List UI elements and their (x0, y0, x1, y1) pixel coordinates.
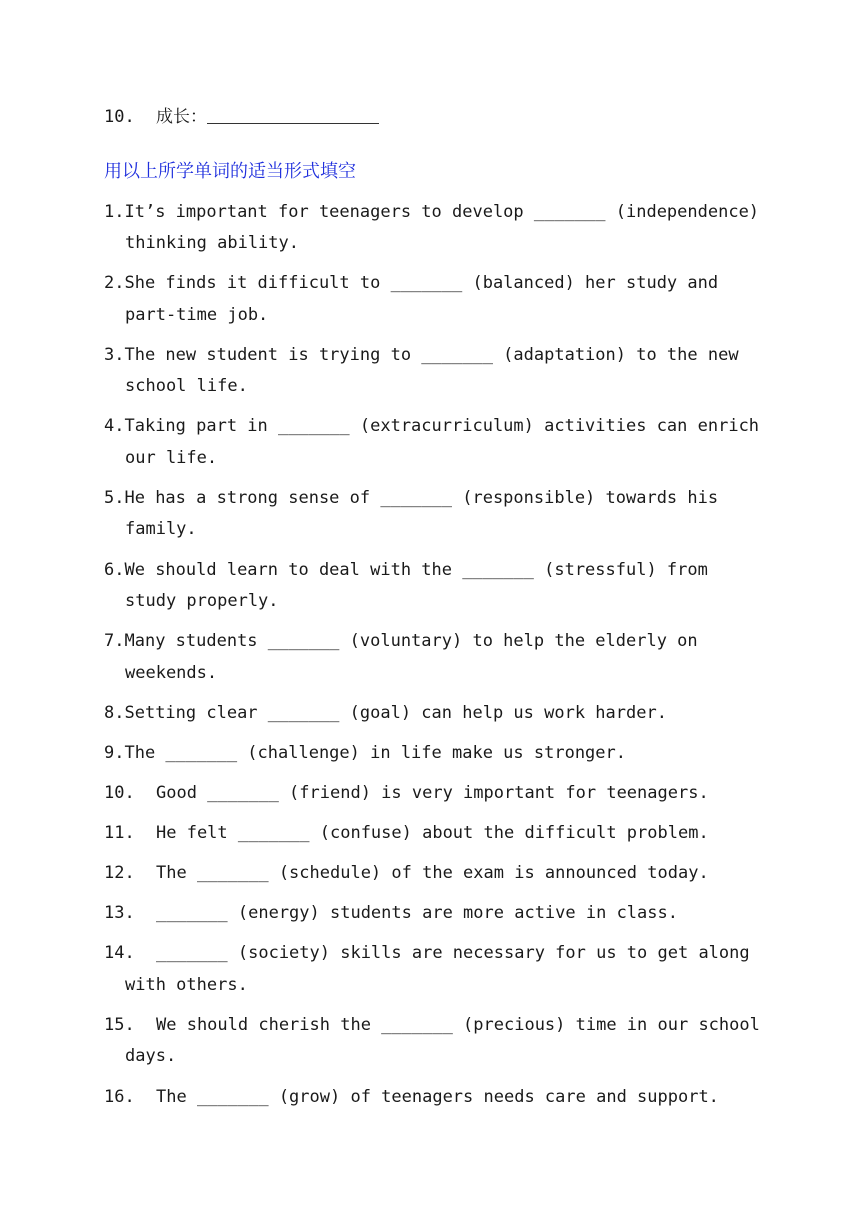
item-number: 8. (104, 703, 125, 723)
item-sentence-continuation: thinking ability. (125, 233, 299, 253)
exercise-item (104, 411, 764, 442)
exercise-item (104, 626, 764, 657)
item-number: 2. (104, 273, 125, 293)
exercise-item (104, 858, 764, 889)
item-sentence: The _______ (grow) of teenagers needs care and support. (156, 1087, 719, 1107)
item-sentence: We should learn to deal with the _______ (stressful) from (124, 560, 708, 580)
item-sentence: He has a strong sense of _______ (responsible) towards his (124, 488, 719, 508)
item-sentence-continuation: with others. (125, 975, 248, 995)
section-title: 用以上所学单词的适当形式填空 (104, 161, 356, 182)
item-sentence: Setting clear _______ (goal) can help us work harder. (124, 703, 667, 723)
exercise-item (104, 778, 764, 809)
item-sentence: Many students _______ (voluntary) to help the elderly on (124, 631, 698, 651)
exercise-item (104, 898, 764, 929)
item-number: 6. (104, 560, 125, 580)
exercise-item (104, 738, 764, 769)
item-number: 12. (104, 863, 135, 883)
exercise-item (104, 340, 764, 371)
exercise-item (104, 268, 764, 299)
item-number: 4. (104, 416, 125, 436)
exercise-item (104, 698, 764, 729)
item-sentence-continuation: days. (125, 1046, 177, 1066)
item-sentence: Taking part in _______ (extracurriculum) activities can enrich (124, 416, 760, 436)
answer-blank (207, 109, 379, 124)
item-number: 1. (104, 202, 125, 222)
item-number: 10. (104, 783, 135, 803)
item-number: 14. (104, 943, 135, 963)
exercise-item (104, 818, 764, 849)
item-sentence: She finds it difficult to _______ (balanced) her study and (124, 273, 719, 293)
item-number: 5. (104, 488, 125, 508)
chinese-word: 成长： (156, 107, 207, 127)
item-sentence-continuation: part-time job. (125, 305, 269, 325)
item-number: 13. (104, 903, 135, 923)
item-sentence-continuation: study properly. (125, 591, 279, 611)
vocab-item-10 (104, 102, 764, 133)
item-number: 16. (104, 1087, 135, 1107)
item-sentence-continuation: school life. (125, 376, 248, 396)
item-sentence: The _______ (schedule) of the exam is announced today. (156, 863, 709, 883)
item-number: 7. (104, 631, 125, 651)
item-number: 3. (104, 345, 125, 365)
item-sentence: It’s important for teenagers to develop _______ (independence) (124, 202, 760, 222)
item-number: 11. (104, 823, 135, 843)
exercise-item (104, 197, 764, 228)
item-sentence: He felt _______ (confuse) about the difficult problem. (156, 823, 709, 843)
item-sentence-continuation: weekends. (125, 663, 218, 683)
exercise-item (104, 555, 764, 586)
exercise-item (104, 1082, 764, 1113)
item-number: 15. (104, 1015, 135, 1035)
item-sentence: The new student is trying to _______ (adaptation) to the new (124, 345, 739, 365)
item-number: 9. (104, 743, 125, 763)
item-sentence: We should cherish the _______ (precious) time in our school (156, 1015, 760, 1035)
item-sentence: The _______ (challenge) in life make us stronger. (124, 743, 626, 763)
item-sentence-continuation: family. (125, 519, 197, 539)
item-sentence-continuation: our life. (125, 448, 218, 468)
item-sentence: Good _______ (friend) is very important for teenagers. (156, 783, 709, 803)
exercise-item (104, 938, 764, 969)
item-sentence: _______ (energy) students are more active in class. (156, 903, 678, 923)
exercise-item (104, 1010, 764, 1041)
exercise-item (104, 483, 764, 514)
item-number: 10. (104, 107, 135, 127)
item-sentence: _______ (society) skills are necessary for us to get along (156, 943, 750, 963)
